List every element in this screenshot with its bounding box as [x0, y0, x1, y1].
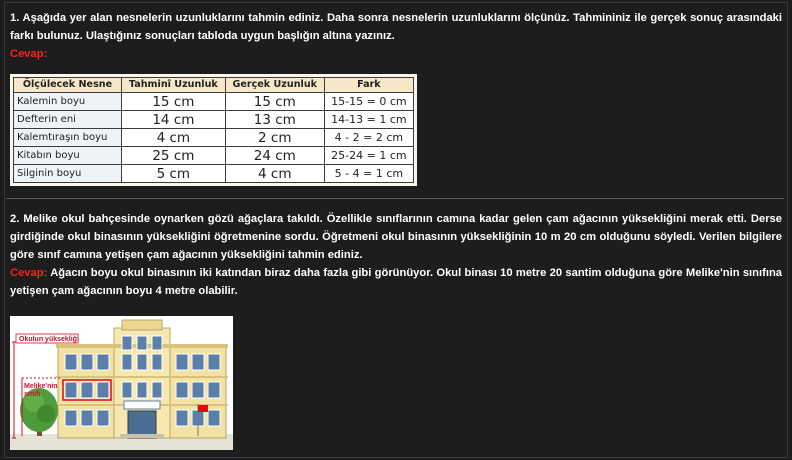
- cell-object: Defterin eni: [14, 111, 122, 129]
- cell-actual: 24 cm: [225, 147, 324, 165]
- cell-estimate: 14 cm: [122, 111, 226, 129]
- table-row: [14, 93, 414, 111]
- question-2-answer-text: Ağacın boyu okul binasının iki katından biraz daha fazla gibi görünüyor. Okul binası 10 metre 20 santim olduğuna göre Melike'nin sınıfına yetişen çam ağacının boyu 4 metre olabilir.: [10, 267, 782, 297]
- header-object: Ölçülecek Nesne: [14, 78, 122, 93]
- cell-difference: 5 - 4 = 1 cm: [324, 165, 413, 183]
- question-1-text: 1. Aşağıda yer alan nesnelerin uzunluklarını tahmin ediniz. Daha sonra nesnelerin uzunluklarını ölçünüz. Tahmininiz ile gerçek sonuç arasındaki farkı bulunuz. Ulaştığınız sonuçları tabloda uygun başlığın altına yazınız.: [10, 12, 782, 42]
- cell-object: Silginin boyu: [14, 165, 122, 183]
- question-1-answer-label: Cevap:: [10, 48, 48, 60]
- measurement-table: [13, 77, 414, 183]
- cell-object: Kitabın boyu: [14, 147, 122, 165]
- table-row: [14, 147, 414, 165]
- cell-estimate: 4 cm: [122, 129, 226, 147]
- table-row: [14, 165, 414, 183]
- label-melike-class-line1: Melike'nin: [24, 383, 58, 390]
- table-row: [14, 129, 414, 147]
- cell-estimate: 5 cm: [122, 165, 226, 183]
- cell-actual: 4 cm: [225, 165, 324, 183]
- question-2: [10, 210, 782, 300]
- question-2-answer-label: Cevap:: [10, 267, 48, 279]
- cell-actual: 15 cm: [225, 93, 324, 111]
- cell-difference: 15-15 = 0 cm: [324, 93, 413, 111]
- cell-difference: 25-24 = 1 cm: [324, 147, 413, 165]
- school-building-illustration: [10, 316, 233, 450]
- header-estimate: Tahminî Uzunluk: [122, 78, 226, 93]
- school-illustration-svg: [10, 316, 233, 450]
- cell-estimate: 15 cm: [122, 93, 226, 111]
- cell-actual: 2 cm: [225, 129, 324, 147]
- header-difference: Fark: [324, 78, 413, 93]
- cell-object: Kalemin boyu: [14, 93, 122, 111]
- cell-object: Kalemtıraşın boyu: [14, 129, 122, 147]
- table-header-row: [14, 78, 414, 93]
- measurement-table-image: [10, 74, 417, 186]
- cell-actual: 13 cm: [225, 111, 324, 129]
- label-melike-class-line2: sınıfı: [24, 391, 41, 398]
- cell-difference: 4 - 2 = 2 cm: [324, 129, 413, 147]
- section-divider: [6, 198, 784, 199]
- cell-difference: 14-13 = 1 cm: [324, 111, 413, 129]
- question-2-text: 2. Melike okul bahçesinde oynarken gözü ağaçlara takıldı. Özellikle sınıflarının camına kadar gelen çam ağacının yüksekliğini merak etti. Derse girdiğinde okul binasının yüksekliğini öğretmenine sordu. Öğretmeni okul binasının yüksekliğinin 10 m 20 cm olduğunu söyledi. Verilen bilgilere göre sınıf camına yetişen çam ağacının yüksekliğini tahmin ediniz.: [10, 213, 782, 261]
- cell-estimate: 25 cm: [122, 147, 226, 165]
- header-actual: Gerçek Uzunluk: [225, 78, 324, 93]
- table-row: [14, 111, 414, 129]
- question-1: [10, 9, 782, 63]
- label-school-height: Okulun yüksekliği: [19, 336, 79, 343]
